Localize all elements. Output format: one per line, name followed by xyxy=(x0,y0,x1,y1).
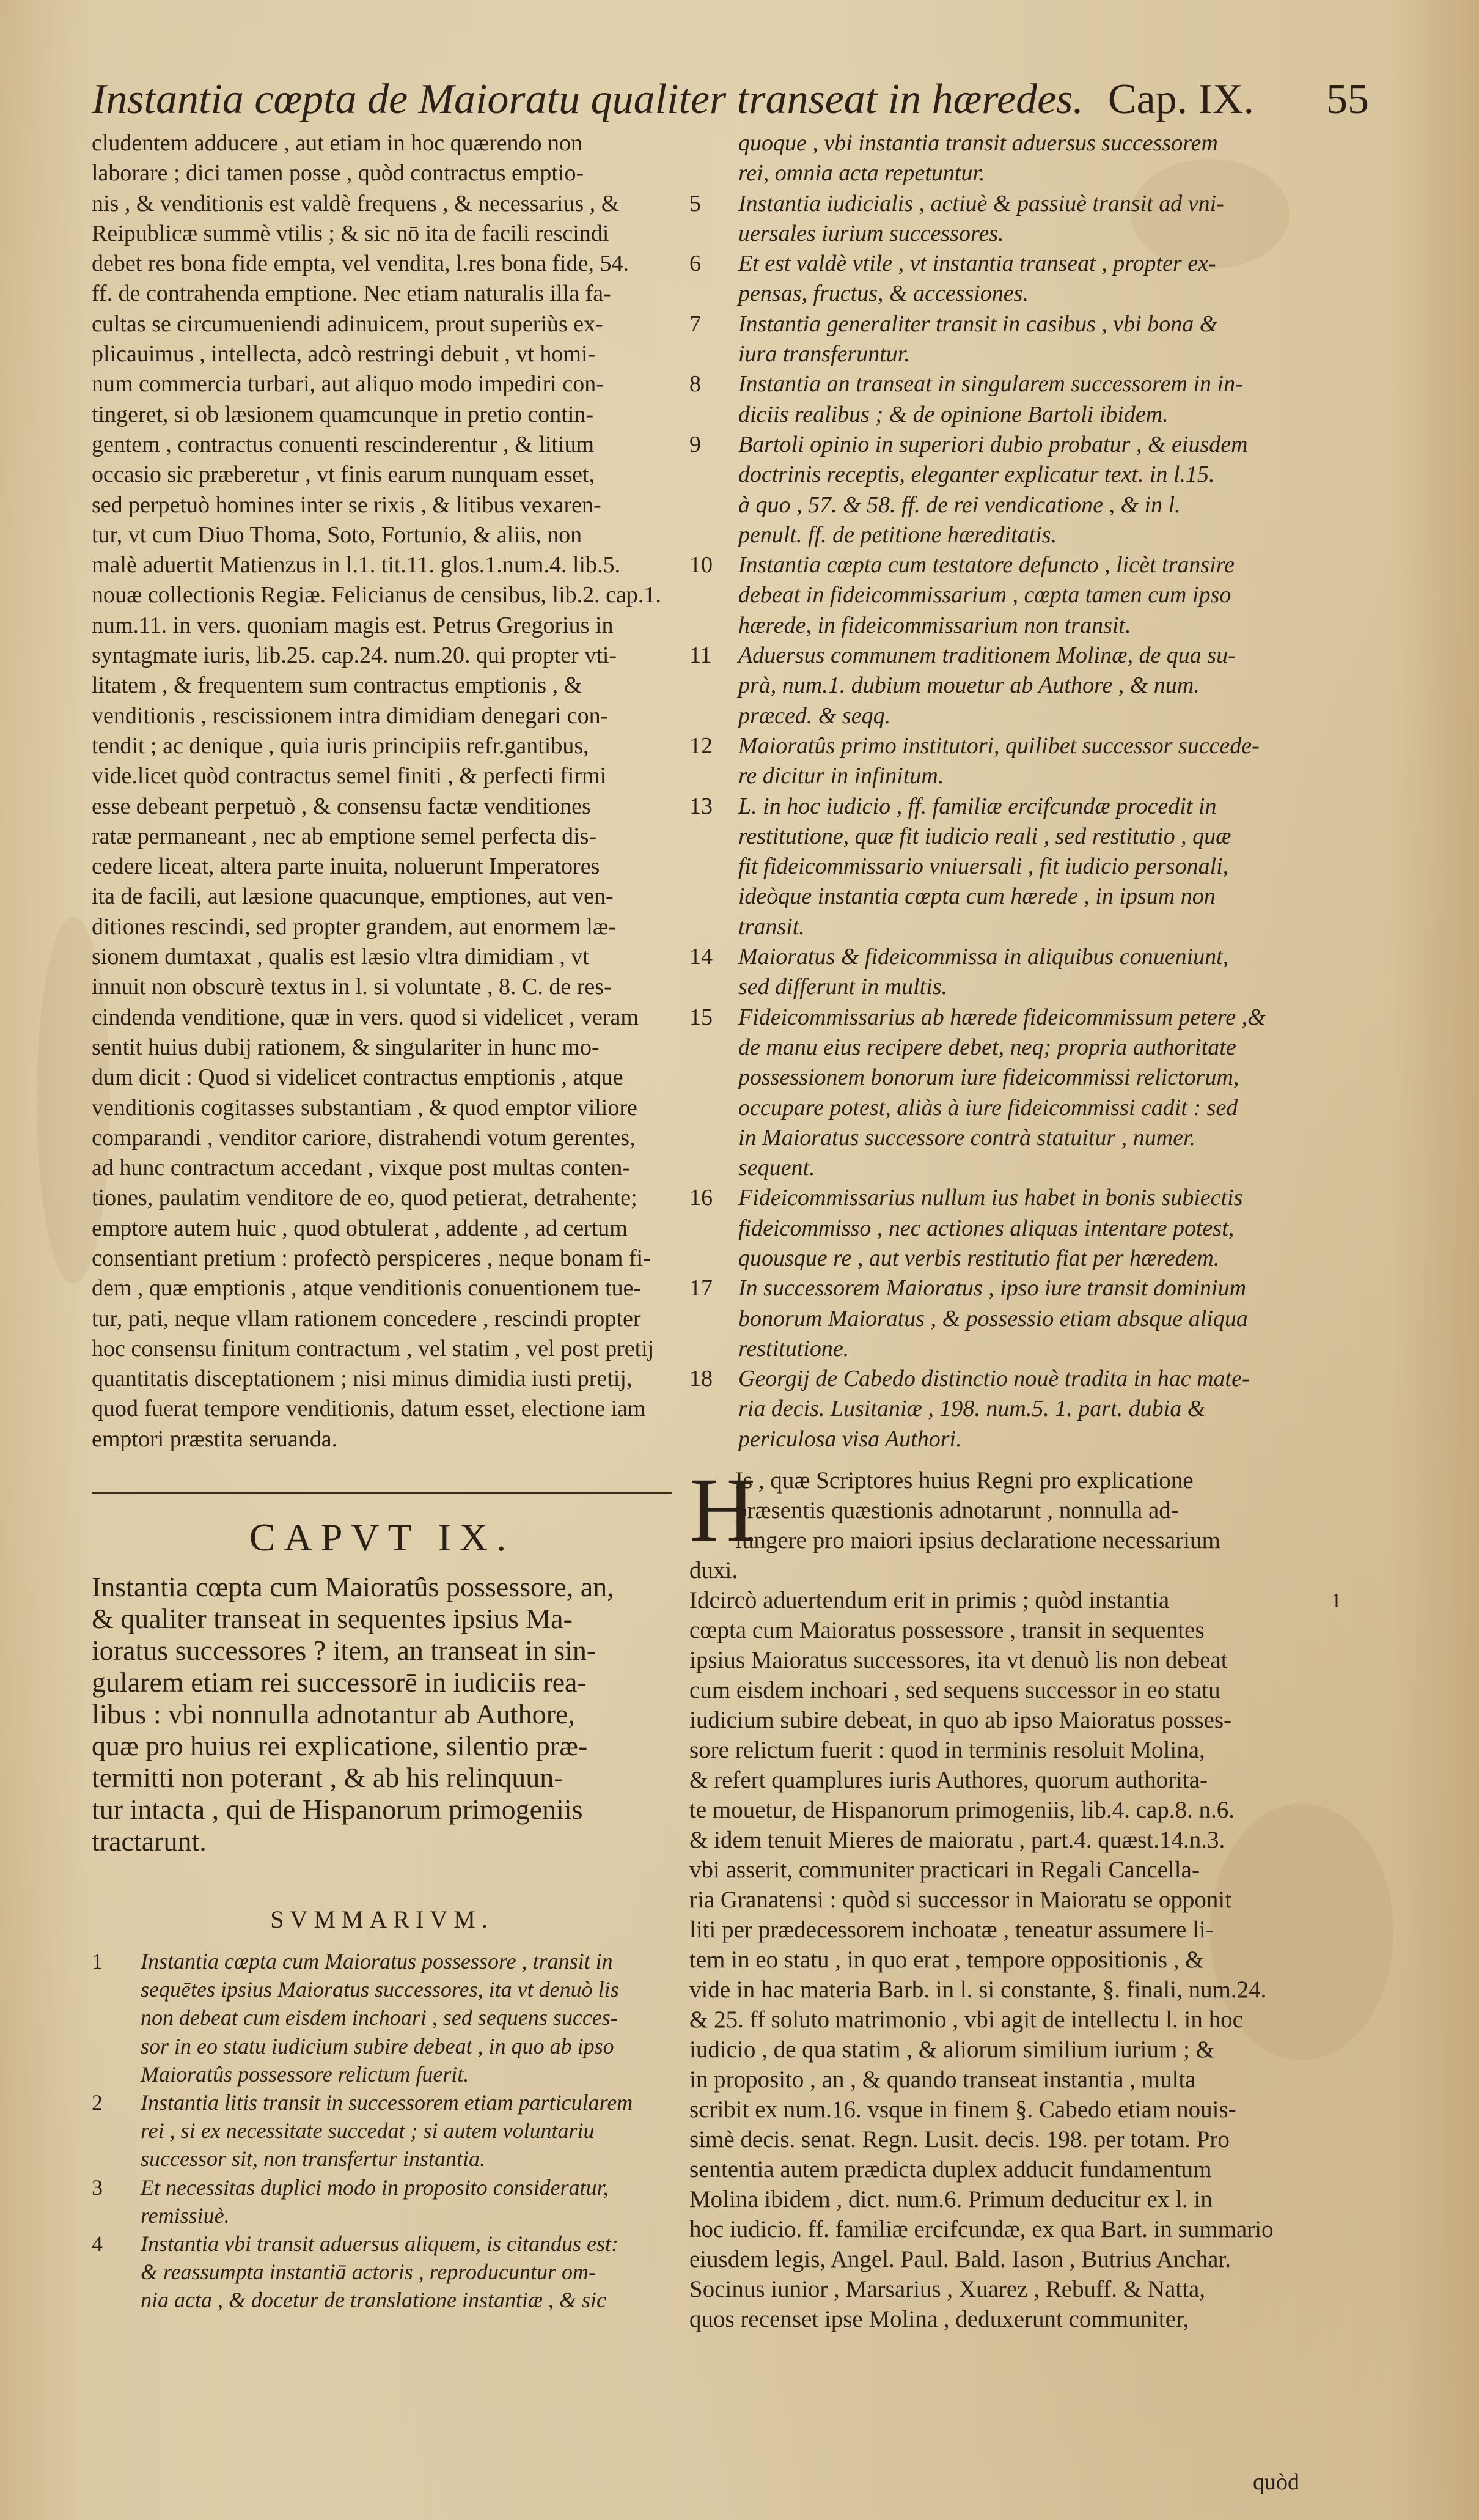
body-line: iudicium subire debeat, in quo ab ipso Maioratus posses- xyxy=(689,1707,1232,1733)
catchword: quòd xyxy=(1253,2469,1299,2495)
text-line: dum dicit : Quod si videlicet contractus emptionis , atque xyxy=(92,1064,623,1091)
summary-line: restitutione, quæ fit iudicio reali , sed restitutio , quæ xyxy=(738,823,1231,849)
summary-line: Et est valdè vtile , vt instantia transeat , propter ex- 6 xyxy=(689,249,1322,279)
text-line: nouæ collectionis Regiæ. Felicianus de censibus, lib.2. cap.1. xyxy=(92,582,661,608)
text-line: cedere liceat, altera parte inuita, noluerunt Imperatores xyxy=(92,853,600,880)
summary-line: occupare potest, aliàs à iure fideicommissi cadit : sed xyxy=(738,1094,1238,1121)
summary-line: ria decis. Lusitaniæ , 198. num.5. 1. part. dubia & xyxy=(738,1396,1206,1422)
text-line: sentit huius dubij rationem, & singulariter in hunc mo- xyxy=(92,1034,600,1060)
text-line: esse debeant perpetuò , & consensu factæ venditiones xyxy=(92,793,591,819)
summary-line: fideicommisso , nec actiones aliquas intentare potest, xyxy=(738,1215,1235,1241)
summary-line: & reassumpta instantiā actoris , reproducuntur om- xyxy=(141,2260,596,2285)
summary-number: 8 xyxy=(689,371,701,397)
summary-line: ideòque instantia cœpta cum hærede , in ipsum non xyxy=(738,883,1216,910)
text-line: emptori præstita seruanda. xyxy=(92,1426,338,1452)
argument-line: & qualiter transeat in sequentes ipsius Ma- xyxy=(92,1603,573,1634)
summary-line: sor in eo statu iudicium subire debeat , in quo ab ipso xyxy=(141,2033,614,2058)
text-line: malè aduertit Matienzus in l.1. tit.11. glos.1.num.4. lib.5. xyxy=(92,552,621,578)
body-line: cœpta cum Maioratus possessore , transit in sequentes xyxy=(689,1617,1205,1643)
summary-line: Maioratûs possessore relictum fuerit. xyxy=(141,2061,469,2087)
summary-line: Fideicommissarius ab hærede fideicommissum petere ,& 15 xyxy=(689,1003,1322,1033)
summary-line: uersales iurium successores. xyxy=(738,220,1004,246)
body-line: & idem tenuit Mieres de maioratu , part.4. quæst.14.n.3. xyxy=(689,1827,1225,1853)
chapter-heading: CAPVT IX. xyxy=(249,1516,515,1559)
body-line: scribit ex num.16. vsque in finem §. Cabedo etiam nouis- xyxy=(689,2096,1236,2123)
text-line: plicauimus , intellecta, adcò restringi debuit , vt homi- xyxy=(92,341,596,367)
summary-number: 9 xyxy=(689,431,701,457)
summary-number: 16 xyxy=(689,1185,713,1211)
body-line: vbi asserit, communiter practicari in Regali Cancella- xyxy=(689,1857,1200,1883)
text-line: dem , quæ emptionis , atque venditionis conuentionem tue- xyxy=(92,1275,642,1302)
summary-line: possessionem bonorum iure fideicommissi relictorum, xyxy=(738,1064,1239,1091)
body-line: in proposito , an , & quando transeat instantia , multa xyxy=(689,2066,1196,2093)
summary-line: prà, num.1. dubium mouetur ab Authore , & num. xyxy=(738,672,1200,699)
summary-line: pensas, fructus, & accessiones. xyxy=(738,281,1029,307)
summary-number: 11 xyxy=(689,643,712,669)
summary-line: Instantia litis transit in successorem etiam particularem 2 xyxy=(92,2088,672,2117)
body-line: quos recenset ipse Molina , deduxerunt communiter, xyxy=(689,2306,1189,2332)
body-line: Socinus iunior , Marsarius , Xuarez , Rebuff. & Natta, xyxy=(689,2276,1206,2302)
running-title: Instantia cœpta de Maioratu qualiter transeat in hæredes. xyxy=(92,76,1084,123)
summary-line: Instantia cœpta cum testatore defuncto , licèt transire 10 xyxy=(689,550,1322,580)
text-line: ratæ permaneant , nec ab emptione semel perfecta dis- xyxy=(92,823,597,849)
summary-line: diciis realibus ; & de opinione Bartoli ibidem. xyxy=(738,401,1169,427)
text-line: litatem , & frequentem sum contractus emptionis , & xyxy=(92,672,582,699)
summary-line: sequent. xyxy=(738,1155,815,1181)
text-line: quod fuerat tempore venditionis, datum esset, electione iam xyxy=(92,1396,646,1422)
body-line: te mouetur, de Hispanorum primogeniis, lib.4. cap.8. n.6. xyxy=(689,1797,1235,1823)
summary-line: Fideicommissarius nullum ius habet in bonis subiectis 16 xyxy=(689,1183,1322,1213)
summary-line: fit fideicommissario vniuersali , fit iudicio personali, xyxy=(738,853,1229,880)
text-line: innuit non obscurè textus in l. si voluntate , 8. C. de res- xyxy=(92,974,612,1000)
text-line: tendit ; ac denique , quia iuris principiis refr.gantibus, xyxy=(92,732,589,759)
summary-line: Maioratus & fideicommissa in aliquibus conueniunt, 14 xyxy=(689,942,1322,972)
summarium-list xyxy=(92,1947,672,2314)
body-line: simè decis. senat. Regn. Lusit. decis. 198. per totam. Pro xyxy=(689,2126,1230,2153)
argument-line: Instantia cœpta cum Maioratûs possessore, an, xyxy=(92,1571,614,1602)
text-line: sed perpetuò homines inter se rixis , & litibus vexaren- xyxy=(92,492,601,518)
summary-line: quousque re , aut verbis restitutio fiat per hæredem. xyxy=(738,1245,1220,1271)
argument-line: libus : vbi nonnulla adnotantur ab Authore, xyxy=(92,1698,575,1730)
summary-number: 18 xyxy=(689,1366,713,1392)
text-line: vide.licet quòd contractus semel finiti , & perfecti firmi xyxy=(92,763,607,789)
chapter-argument xyxy=(92,1571,672,1857)
summary-number: 13 xyxy=(689,793,713,819)
margin-note-number: 1 xyxy=(1331,1590,1341,1612)
summary-line: Instantia cœpta cum Maioratus possessore , transit in 1 xyxy=(92,1947,672,1975)
summary-line: à quo , 57. & 58. ff. de rei vendicatione , & in l. xyxy=(738,492,1181,518)
body-line: cum eisdem inchoari , sed sequens successor in eo statu xyxy=(689,1677,1220,1703)
summary-number: 14 xyxy=(689,944,713,970)
summary-number: 1 xyxy=(92,1949,103,1973)
summary-line: restitutione. xyxy=(738,1335,850,1361)
text-line: nis , & venditionis est valdè frequens , & necessarius , & xyxy=(92,190,620,216)
left-column-text xyxy=(92,128,672,1454)
text-line: tur, vt cum Diuo Thoma, Soto, Fortunio, & aliis, non xyxy=(92,521,582,548)
summary-number: 15 xyxy=(689,1004,713,1030)
summary-line: sed differunt in multis. xyxy=(738,974,947,1000)
text-line: cludentem adducere , aut etiam in hoc quærendo non xyxy=(92,130,583,156)
summary-line: Instantia iudicialis , actiuè & passiuè transit ad vni- 5 xyxy=(689,189,1322,219)
text-line: venditionis , rescissionem intra dimidiam denegari con- xyxy=(92,702,609,729)
summary-line: Instantia an transeat in singularem successorem in in- 8 xyxy=(689,369,1322,399)
body-line: præsentis quæstionis adnotarunt , nonnulla ad- xyxy=(735,1497,1179,1523)
body-line: & 25. ff soluto matrimonio , vbi agit de intellectu l. in hoc xyxy=(689,2006,1243,2033)
page-number: 55 xyxy=(1326,76,1369,123)
body-line: sore relictum fuerit : quod in terminis resoluit Molina, xyxy=(689,1737,1205,1763)
summary-number: 7 xyxy=(689,311,701,337)
summarium-heading: SVMMARIVM. xyxy=(270,1906,494,1933)
text-line: cultas se circumueniendi adinuicem, prout superiùs ex- xyxy=(92,311,603,337)
drop-capital: H xyxy=(689,1459,756,1561)
running-head xyxy=(92,72,1381,127)
body-line: iungere pro maiori ipsius declaratione necessarium xyxy=(735,1527,1220,1553)
text-line: num commercia turbari, aut aliquo modo impediri con- xyxy=(92,371,604,397)
summary-line: de manu eius recipere debet, neq; propria authoritate xyxy=(738,1034,1236,1060)
text-line: venditionis cogitasses substantiam , & quod emptor viliore xyxy=(92,1094,637,1121)
body-line: tem in eo statu , in quo erat , tempore oppositionis , & xyxy=(689,1947,1204,1973)
text-line: laborare ; dici tamen posse , quòd contractus emptio- xyxy=(92,160,584,186)
summary-number: 5 xyxy=(689,190,701,216)
summary-line: nia acta , & docetur de translatione instantiæ , & sic xyxy=(141,2288,606,2313)
summary-line: Georgij de Cabedo distinctio nouè tradita in hac mate- 18 xyxy=(689,1364,1322,1394)
body-line: ria Granatensi : quòd si successor in Maioratu se opponit xyxy=(689,1887,1232,1913)
summary-line: remissiuè. xyxy=(141,2203,230,2228)
text-line: comparandi , venditor cariore, distrahendi votum gerentes, xyxy=(92,1124,636,1151)
text-line: quantitatis disceptationem ; nisi minus dimidia iusti pretij, xyxy=(92,1366,633,1392)
summary-number: 4 xyxy=(92,2231,103,2256)
summary-line: rei , si ex necessitate succedat ; si autem voluntariu xyxy=(141,2118,595,2143)
summary-line: Instantia vbi transit aduersus aliquem, is citandus est: 4 xyxy=(92,2230,672,2258)
summary-line: penult. ff. de petitione hæreditatis. xyxy=(738,521,1057,548)
summary-line: iura transferuntur. xyxy=(738,341,910,367)
summary-line: L. in hoc iudicio , ff. familiæ ercifcundæ procedit in 13 xyxy=(689,792,1322,822)
body-line: duxi. xyxy=(689,1557,738,1583)
text-line: ff. de contrahenda emptione. Nec etiam naturalis illa fa- xyxy=(92,281,611,307)
body-line: ipsius Maioratus successores, ita vt denuò lis non debeat xyxy=(689,1647,1228,1673)
summary-number: 12 xyxy=(689,732,713,759)
argument-line: termitti non poterant , & ab his relinquun- xyxy=(92,1762,563,1793)
body-line: Is , quæ Scriptores huius Regni pro explicatione xyxy=(735,1467,1194,1494)
summary-line: Bartoli opinio in superiori dubio probatur , & eiusdem 9 xyxy=(689,430,1322,460)
text-line: gentem , contractus conuenti rescinderentur , & litium xyxy=(92,431,595,457)
argument-line: tur intacta , qui de Hispanorum primogeniis xyxy=(92,1794,583,1825)
body-line: & refert quamplures iuris Authores, quorum authorita- xyxy=(689,1767,1208,1793)
body-line: eiusdem legis, Angel. Paul. Bald. Iason , Butrius Anchar. xyxy=(689,2246,1231,2272)
body-line: sententia autem prædicta duplex adducit fundamentum xyxy=(689,2156,1212,2183)
summary-number: 3 xyxy=(92,2175,103,2200)
summary-line: in Maioratus successore contrà statuitur , numer. xyxy=(738,1124,1196,1151)
body-line: vide in hac materia Barb. in l. si constante, §. finali, num.24. xyxy=(689,1977,1267,2003)
summary-number: 6 xyxy=(689,251,701,277)
summary-line: periculosa visa Authori. xyxy=(738,1426,962,1452)
summary-line: successor sit, non transfertur instantia. xyxy=(141,2146,486,2172)
summary-line: doctrinis receptis, eleganter explicatur text. in l.15. xyxy=(738,462,1215,488)
text-line: cindenda venditione, quæ in vers. quod si videlicet , veram xyxy=(92,1004,639,1030)
summary-line: transit. xyxy=(738,913,805,940)
text-line: num.11. in vers. quoniam magis est. Petrus Gregorius in xyxy=(92,612,614,638)
summary-line: Et necessitas duplici modo in proposito consideratur, 3 xyxy=(92,2173,672,2201)
text-line: ad hunc contractum accedant , vixque post multas conten- xyxy=(92,1155,631,1181)
summary-line: In successorem Maioratus , ipso iure transit dominium 17 xyxy=(689,1273,1322,1303)
argument-line: tractarunt. xyxy=(92,1826,207,1857)
text-line: syntagmate iuris, lib.25. cap.24. num.20. qui propter vti- xyxy=(92,643,617,669)
chapter-body-text xyxy=(689,1459,1322,2334)
chapter-label: Cap. IX. xyxy=(1107,76,1255,123)
text-line: consentiant pretium : profectò perspiceres , neque bonam fi- xyxy=(92,1245,651,1271)
summary-line: hærede, in fideicommissarium non transit. xyxy=(738,612,1131,638)
summary-line: bonorum Maioratus , & possessio etiam absque aliqua xyxy=(738,1305,1248,1332)
body-line: Molina ibidem , dict. num.6. Primum deducitur ex l. in xyxy=(689,2186,1213,2212)
chapter-divider-rule xyxy=(92,1492,672,1494)
summary-line: Instantia generaliter transit in casibus , vbi bona & 7 xyxy=(689,309,1322,339)
summary-line: Maioratûs primo institutori, quilibet successor succede- 12 xyxy=(689,731,1322,761)
summary-line: quoque , vbi instantia transit aduersus successorem xyxy=(738,130,1218,156)
body-line: Idcircò aduertendum erit in primis ; quòd instantia xyxy=(689,1587,1170,1613)
summary-continuation xyxy=(689,128,1322,1454)
argument-line: quæ pro huius rei explicatione, silentio præ- xyxy=(92,1730,588,1761)
text-line: ditiones rescindi, sed propter grandem, aut enormem læ- xyxy=(92,913,616,940)
summary-line: præced. & seqq. xyxy=(738,702,891,729)
argument-line: ioratus successores ? item, an transeat in sin- xyxy=(92,1635,596,1666)
text-line: ita de facili, aut læsione quacunque, emptiones, aut ven- xyxy=(92,883,614,910)
summary-line: rei, omnia acta repetuntur. xyxy=(738,160,985,186)
summary-line: debeat in fideicommissarium , cœpta tamen cum ipso xyxy=(738,582,1231,608)
text-line: tiones, paulatim venditore de eo, quod petierat, detrahente; xyxy=(92,1185,637,1211)
text-line: emptore autem huic , quod obtulerat , addente , ad certum xyxy=(92,1215,628,1241)
text-line: tingeret, si ob læsionem quamcunque in pretio contin- xyxy=(92,401,594,427)
summary-number: 2 xyxy=(92,2090,103,2115)
text-line: sionem dumtaxat , qualis est læsio vltra dimidiam , vt xyxy=(92,944,589,970)
body-line: liti per prædecessorem inchoatæ , teneatur assumere li- xyxy=(689,1917,1214,1943)
summary-line: sequētes ipsius Maioratus successores, ita vt denuò lis xyxy=(141,1977,619,2002)
text-line: occasio sic præberetur , vt finis earum nunquam esset, xyxy=(92,462,595,488)
text-line: debet res bona fide empta, vel vendita, l.res bona fide, 54. xyxy=(92,251,629,277)
summary-line: re dicitur in infinitum. xyxy=(738,763,944,789)
text-line: Reipublicæ summè vtilis ; & sic nō ita de facili rescindi xyxy=(92,220,609,246)
summary-line: Aduersus communem traditionem Molinæ, de qua su- 11 xyxy=(689,641,1322,671)
summary-number: 10 xyxy=(689,552,713,578)
summary-line: non debeat cum eisdem inchoari , sed sequens succes- xyxy=(141,2005,618,2030)
text-line: tur, pati, neque vllam rationem concedere , rescindi propter xyxy=(92,1305,641,1332)
summary-number: 17 xyxy=(689,1275,713,1302)
body-line: iudicio , de qua statim , & aliorum similium iurium ; & xyxy=(689,2036,1215,2063)
body-line: hoc iudicio. ff. familiæ ercifcundæ, ex qua Bart. in summario xyxy=(689,2216,1274,2242)
argument-line: gularem etiam rei successorē in iudiciis rea- xyxy=(92,1667,587,1698)
text-line: hoc consensu finitum contractum , vel statim , vel post pretij xyxy=(92,1335,655,1361)
